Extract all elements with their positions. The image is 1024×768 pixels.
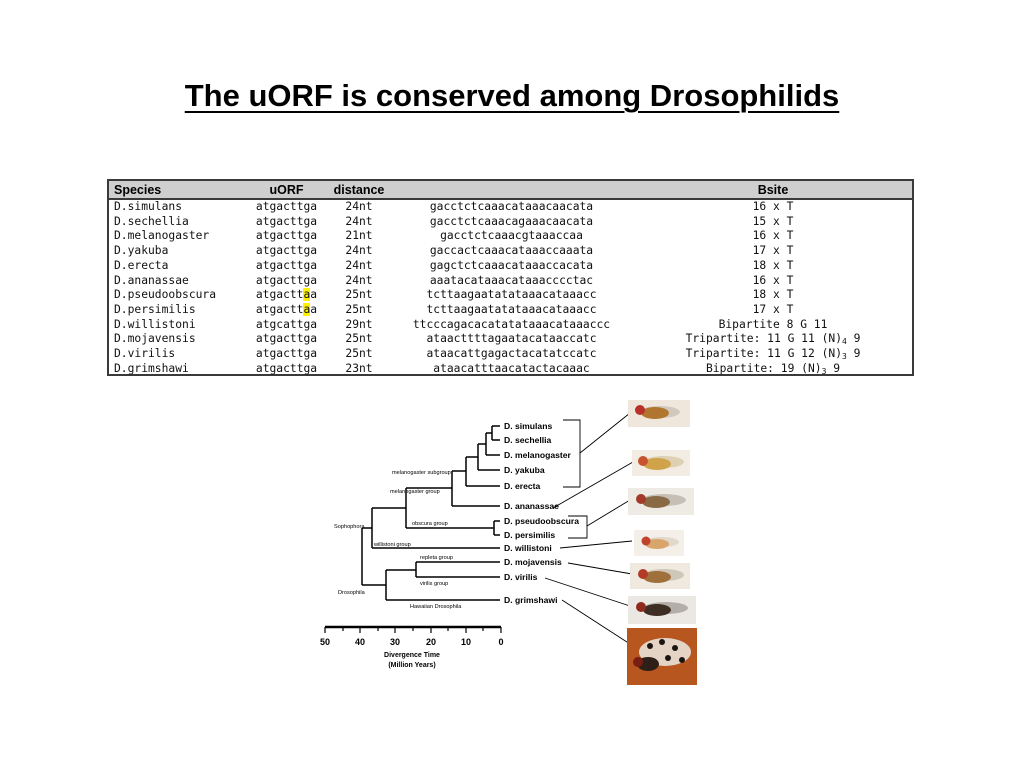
distance-cell: 25nt [345,288,373,302]
table-row [109,259,912,274]
table-row [109,288,912,303]
sequence-cell: gaccactcaaacataaaccaaata [429,244,594,258]
slide-title [0,78,1024,114]
taxon-label: D. yakuba [504,465,545,475]
branch-yakuba [478,444,500,470]
fly-photo-mojavensis [630,563,690,589]
group-label-hawaiian: Hawaiian Drosophila [410,604,462,610]
uorf-cell [244,288,329,303]
table-row [109,274,912,289]
distance-cell: 24nt [345,258,373,272]
uorf-cell: atgacttga [255,258,318,272]
sequence-cell: tcttaagaatatataaacataaacc [426,302,597,316]
uorf-cell: atgacttga [255,332,318,346]
taxon-label: D. sechellia [504,435,552,445]
fly-body [641,407,669,419]
group-label-willistoni-group: willistoni group [374,542,411,548]
bsite-cell: 18 x T [752,258,794,272]
title-text: The uORF is conserved among Drosophilids [184,78,840,113]
uorf-cell: atgacttga [255,273,318,287]
table-row [109,199,912,215]
species-cell: D.grimshawi [114,361,189,375]
taxon-label: D. erecta [504,481,541,491]
fly-photo-virilis [628,596,696,624]
tree-branches [362,426,500,600]
axis-tick-labels [320,637,504,647]
uorf-cell: atgacttga [255,229,318,243]
bsite-part: 9 [846,332,861,346]
sequence-cell: aaatacataaacataaacccctac [429,273,594,287]
uorf-cell: atgacttga [255,347,318,361]
bsite-cell [634,332,912,347]
pointer-line [562,600,630,644]
fly-photo-pseudoobscura [628,488,694,515]
distance-cell: 29nt [345,317,373,331]
distance-cell: 24nt [345,214,373,228]
sequence-cell: ataacttttagaatacataaccatc [426,332,597,346]
wing-spot [647,643,653,649]
distance-cell: 24nt [345,200,373,213]
bsite-subscript: 3 [821,366,827,376]
taxon-label: D. simulans [504,421,553,431]
distance-cell: 25nt [345,302,373,316]
group-labels [334,470,462,610]
bsite-cell: 16 x T [752,229,794,243]
taxon-label: D. persimilis [504,530,556,540]
table-row [109,318,912,333]
species-cell: D.mojavensis [114,332,196,346]
species-cell: D.ananassae [114,273,189,287]
axis-tick-label: 40 [354,637,366,647]
fly-photo-grimshawi [627,628,697,685]
fly-body [642,496,670,508]
header-species: Species [109,181,244,199]
header-uorf: uORF [244,181,329,199]
distance-cell: 24nt [345,273,373,287]
fly-eye [642,537,651,546]
axis-tick-label: 20 [425,637,437,647]
uorf-highlight: a [303,288,311,302]
table-header-row [109,181,912,199]
photo-pointers [545,413,633,644]
table-row [109,362,912,377]
uorf-cell: atgacttga [255,361,318,375]
fly-eye [638,569,648,579]
group-label-drosophila: Drosophila [338,590,365,596]
bsite-cell [634,347,912,362]
group-label-melanogaster-subgroup: melanogaster subgroup [392,470,451,476]
sequence-cell: tcttaagaatatataaacataaacc [426,288,597,302]
table-row [109,229,912,244]
uorf-part: a [310,302,318,316]
axis-title [384,652,440,669]
uorf-part: atgactt [255,302,304,316]
bsite-cell: 16 x T [752,273,794,287]
species-cell: D.willistoni [114,317,196,331]
fly-eye [636,602,646,612]
group-label-repleta-group: repleta group [420,555,453,561]
pointer-line [568,563,632,574]
header-distance: distance [329,181,389,199]
wing-spot [672,645,678,651]
axis-tick-label: 30 [389,637,401,647]
distance-cell: 24nt [345,244,373,258]
distance-cell: 25nt [345,332,373,346]
branch-root [362,528,386,585]
bsite-subscript: 3 [842,352,847,362]
time-axis [325,627,501,633]
bsite-part: Tripartite: 11 G 11 (N) [685,332,842,346]
pointer-line [580,413,630,453]
taxon-label: D. virilis [504,572,538,582]
species-cell: D.virilis [114,347,176,361]
fly-body [643,604,671,616]
distance-cell: 21nt [345,229,373,243]
wing-spot [659,639,665,645]
bsite-cell: 18 x T [752,288,794,302]
taxon-label: D. pseudoobscura [504,516,579,526]
fly-photo-simulans [628,400,690,427]
uorf-part: a [310,288,318,302]
species-cell: D.yakuba [114,244,169,258]
taxon-label: D. willistoni [504,543,552,553]
sequence-cell: ataacatttaacatactacaaac [433,361,590,375]
uorf-cell [244,303,329,318]
species-cell: D.pseudoobscura [114,288,217,302]
sequence-table [107,179,914,376]
bsite-cell: 15 x T [752,214,794,228]
sequence-cell: gacctctcaaacataaacaacata [429,200,594,213]
wing-spot [665,655,671,661]
taxon-label: D. melanogaster [504,450,571,460]
axis-title-line2: (Million Years) [388,662,436,669]
fly-eye [633,657,643,667]
fly-eye [638,456,648,466]
species-cell: D.melanogaster [114,229,210,243]
phylogenetic-tree [310,392,730,692]
bsite-subscript: 4 [842,337,847,347]
sequence-cell: ataacattgagactacatatccatc [426,347,597,361]
table-row [109,303,912,318]
axis-tick-label: 50 [319,637,331,647]
fly-photo-ananassae [632,450,690,476]
bsite-cell: 16 x T [752,200,794,213]
distance-cell: 25nt [345,347,373,361]
uorf-table [109,181,912,376]
fly-photo-willistoni [634,530,684,556]
table-row [109,244,912,259]
fly-eye [636,494,646,504]
pointer-line [545,578,630,606]
branch-obscura [494,521,500,535]
bsite-part: 9 [826,361,841,375]
axis-tick-label: 0 [498,637,504,647]
pointer-line [587,500,630,526]
distance-cell: 23nt [345,361,373,375]
header-bsite: Bsite [634,181,912,199]
bsite-cell: 17 x T [752,244,794,258]
taxon-label: D. ananassae [504,501,559,511]
group-label-melanogaster-group: melanogaster group [390,489,440,495]
branch-ananassae [452,471,500,506]
sequence-cell: gagctctcaaacataaaccacata [429,258,594,272]
group-label-obscura-group: obscura group [412,521,448,527]
sequence-cell: gacctctcaaacagaaacaacata [429,214,594,228]
sequence-cell: ttcccagacacatatataaacataaaccc [412,317,611,331]
species-cell: D.erecta [114,258,169,272]
uorf-cell: atgacttga [255,214,318,228]
bsite-cell [634,362,912,377]
taxon-label: D. grimshawi [504,595,558,605]
bsite-part: Tripartite: 11 G 12 (N) [685,347,842,361]
bsite-cell: Bipartite 8 G 11 [718,317,828,331]
branch-melanogaster [486,433,500,455]
branch-erecta [466,457,500,486]
branch-mojavensis-virilis [416,562,500,577]
uorf-highlight: a [303,302,311,316]
bsite-part: 9 [846,347,861,361]
bsite-cell: 17 x T [752,302,794,316]
uorf-cell: atgcattga [255,317,318,331]
branch-simulans-sechellia [492,426,500,440]
uorf-cell: atgacttga [255,200,318,213]
bsite-part: Bipartite: 19 (N) [705,361,822,375]
axis-title-line1: Divergence Time [384,652,440,659]
fly-eye [635,405,645,415]
header-sequence [389,181,634,199]
species-cell: D.persimilis [114,302,196,316]
pointer-line [560,541,632,548]
taxa-labels [504,421,579,605]
group-label-virilis-group: virilis group [420,581,449,587]
axis-tick-label: 10 [460,637,472,647]
uorf-cell: atgacttga [255,244,318,258]
species-cell: D.simulans [114,200,183,213]
uorf-part: atgactt [255,288,304,302]
table-row [109,215,912,230]
sequence-cell: gacctctcaaacgtaaaccaa [440,229,583,243]
table-row [109,332,912,347]
pointer-line [553,462,633,508]
group-label-sophophora: Sophophora [334,524,365,530]
taxon-label: D. mojavensis [504,557,562,567]
table-row [109,347,912,362]
species-cell: D.sechellia [114,214,189,228]
wing-spot [679,657,685,663]
